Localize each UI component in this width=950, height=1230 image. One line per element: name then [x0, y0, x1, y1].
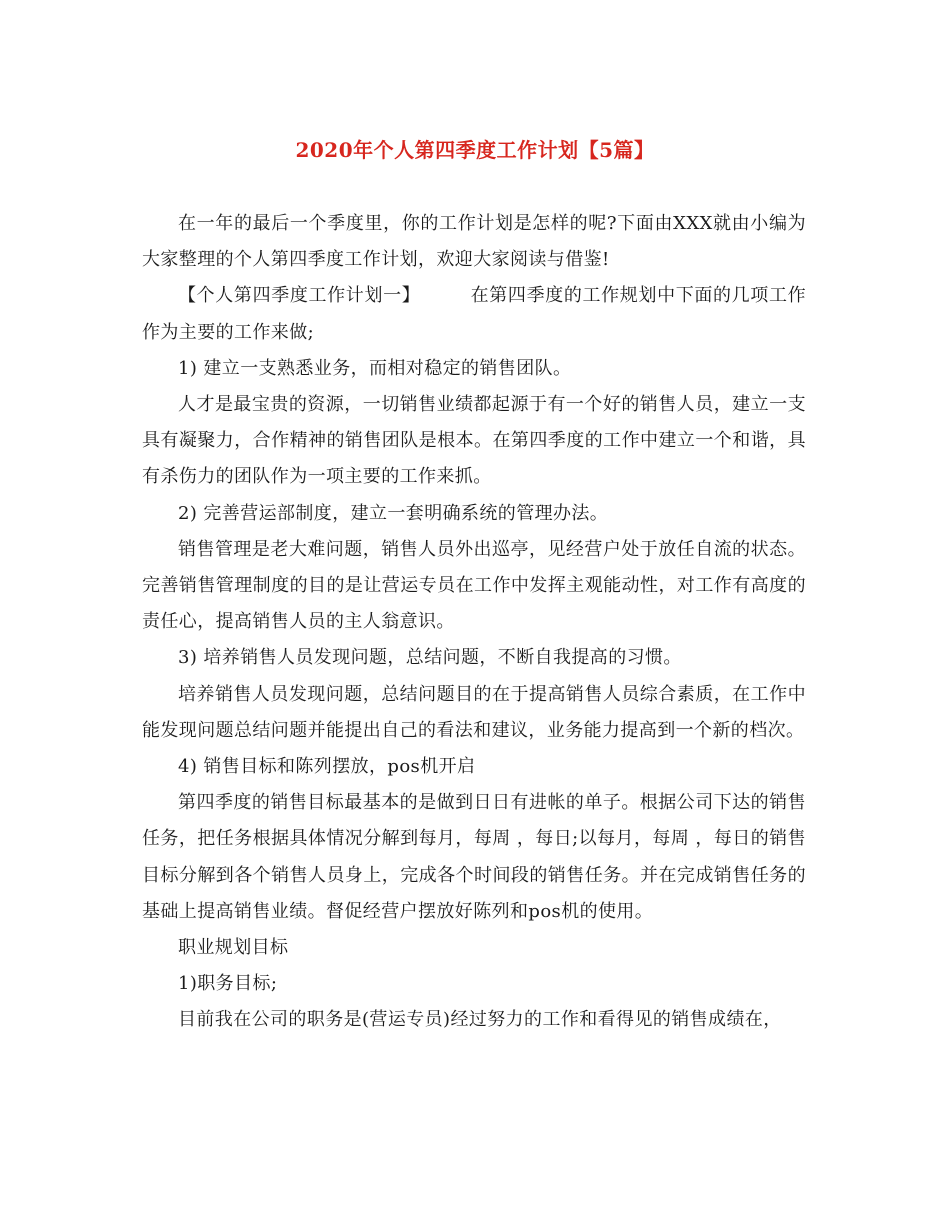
item-2-body: 销售管理是老大难问题，销售人员外出巡亭，见经营户处于放任自流的状态。完善销售管理制度的目的是让营运专员在工作中发挥主观能动性，对工作有高度的责任心，提高销售人员的主人翁意识。: [142, 538, 806, 633]
item-4-heading: 4) 销售目标和陈列摆放，pos机开启: [178, 756, 476, 778]
item-4-body: 第四季度的销售目标最基本的是做到日日有进帐的单子。根据公司下达的销售任务，把任务根据具体情况分解到每月，每周 ，每日;以每月，每周 ，每日的销售目标分解到各个销售人员身上，完成各个时间段的销售任务。并在完成销售任务的基础上提高销售业绩。督促经营户摆放好陈列和pos机的使用。: [142, 792, 806, 922]
item-1-heading: 1) 建立一支熟悉业务，而相对稳定的销售团队。: [178, 357, 572, 379]
item-3-body: 培养销售人员发现问题，总结问题目的在于提高销售人员综合素质，在工作中能发现问题总结问题并能提出自己的看法和建议，业务能力提高到一个新的档次。: [142, 683, 806, 741]
plan-one-intro: 在第四季度的工作规划中下面的几项工作作为主要的工作来做;: [142, 285, 806, 343]
position-goal-heading: 1)职务目标;: [178, 973, 278, 995]
plan-one-paragraph: [142, 278, 806, 350]
section-heading-plan-one: 【个人第四季度工作计划一】: [178, 285, 421, 307]
position-goal-body: 目前我在公司的职务是(营运专员)经过努力的工作和看得见的销售成绩在，: [178, 1009, 782, 1031]
document-title: 2020年个人第四季度工作计划【5篇】: [295, 138, 655, 162]
document-body: [142, 206, 806, 1039]
item-2-heading: 2) 完善营运部制度，建立一套明确系统的管理办法。: [178, 502, 609, 524]
career-goal-heading: 职业规划目标: [178, 937, 289, 959]
intro-paragraph: 在一年的最后一个季度里，你的工作计划是怎样的呢?下面由XXX就由小编为大家整理的个人第四季度工作计划，欢迎大家阅读与借鉴!: [142, 213, 806, 271]
item-1-body: 人才是最宝贵的资源，一切销售业绩都起源于有一个好的销售人员，建立一支具有凝聚力，合作精神的销售团队是根本。在第四季度的工作中建立一个和谐，具有杀伤力的团队作为一项主要的工作来抓。: [142, 394, 806, 488]
item-3-heading: 3) 培养销售人员发现问题，总结问题，不断自我提高的习惯。: [178, 647, 682, 669]
